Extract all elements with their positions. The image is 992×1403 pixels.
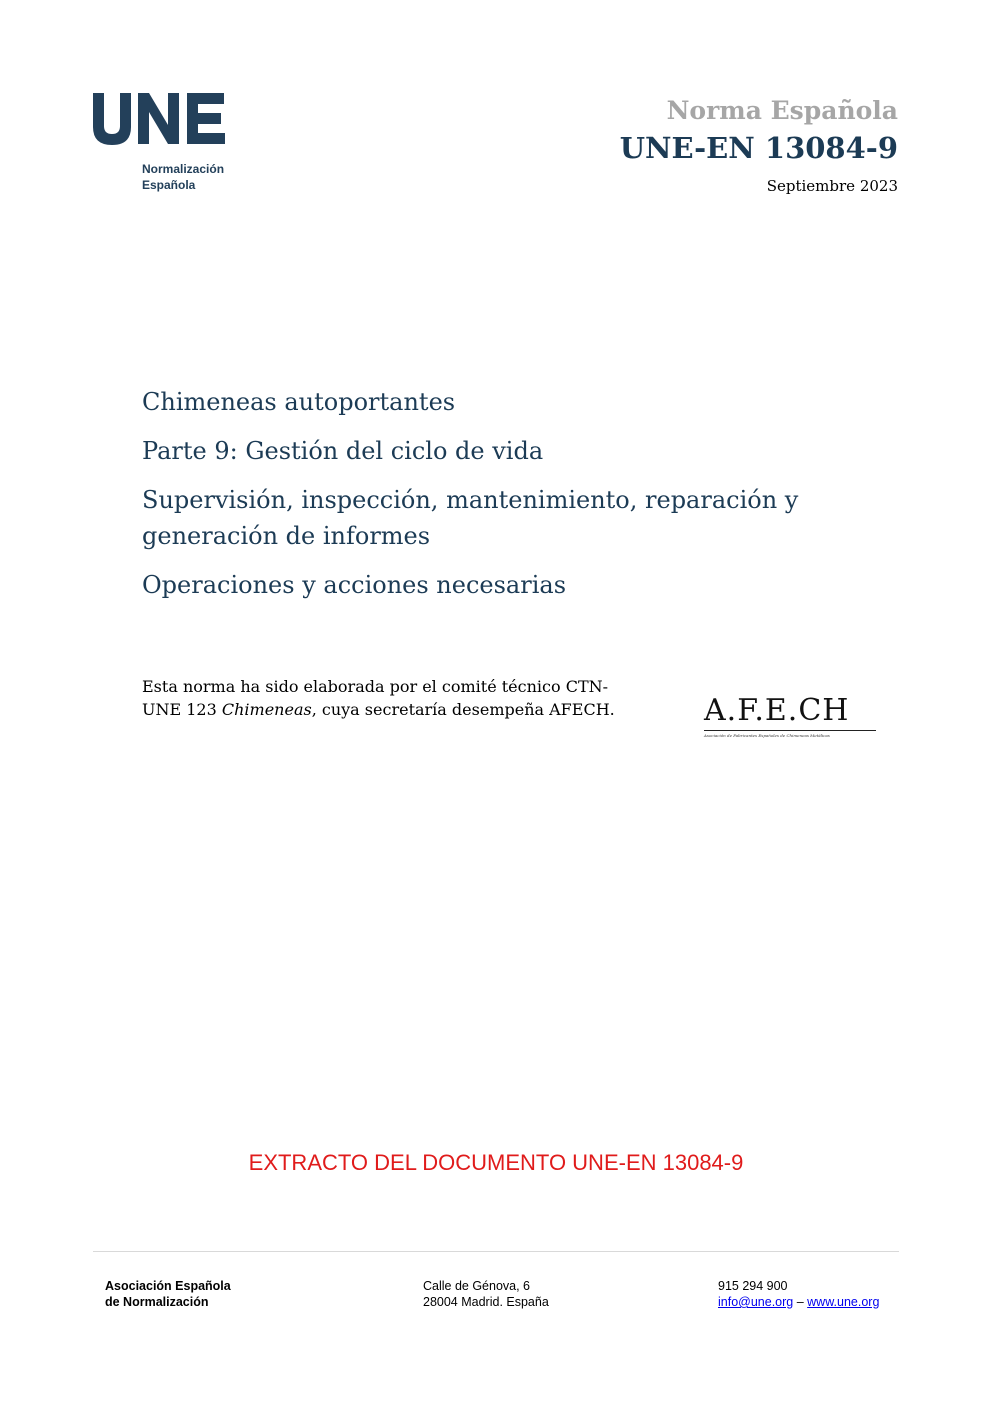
footer-separator: – bbox=[793, 1295, 808, 1309]
email-link[interactable]: info@une.org bbox=[718, 1295, 794, 1309]
document-titles bbox=[142, 384, 872, 616]
committee-name: Chimeneas bbox=[221, 700, 312, 719]
footer-phone: 915 294 900 bbox=[718, 1279, 788, 1293]
footer-contact bbox=[718, 1278, 879, 1310]
footer-address bbox=[423, 1278, 549, 1310]
website-link[interactable]: www.une.org bbox=[807, 1295, 880, 1309]
logo-subtitle bbox=[142, 161, 224, 193]
title-line: Operaciones y acciones necesarias bbox=[142, 571, 567, 599]
footer-org-line: de Normalización bbox=[105, 1295, 209, 1309]
title-line: Chimeneas autoportantes bbox=[142, 388, 456, 416]
logo-sub-line: Española bbox=[142, 178, 196, 192]
committee-text: Esta norma ha sido elaborada por el comité técnico CTN-UNE 123 bbox=[142, 677, 609, 719]
extract-notice: EXTRACTO DEL DOCUMENTO UNE-EN 13084-9 bbox=[248, 1150, 744, 1175]
footer-divider bbox=[93, 1251, 899, 1252]
afech-divider bbox=[704, 730, 876, 731]
afech-logo bbox=[704, 694, 879, 738]
afech-subtitle: Asociación de Fabricantes Españoles de Chimeneas Metálicas bbox=[704, 733, 830, 738]
committee-text: , cuya secretaría desempeña AFECH. bbox=[311, 700, 615, 719]
norma-code: UNE-EN 13084-9 bbox=[619, 131, 898, 165]
afech-title: A.F.E.CH bbox=[704, 693, 850, 728]
logo-sub-line: Normalización bbox=[142, 162, 225, 176]
footer-organization bbox=[105, 1278, 231, 1310]
footer-org-line: Asociación Española bbox=[105, 1279, 231, 1293]
committee-note bbox=[142, 675, 622, 721]
publication-date: Septiembre 2023 bbox=[766, 177, 898, 195]
title-line: Parte 9: Gestión del ciclo de vida bbox=[142, 437, 544, 465]
footer-address-line: Calle de Génova, 6 bbox=[423, 1279, 531, 1293]
footer-address-line: 28004 Madrid. España bbox=[423, 1295, 549, 1309]
title-line: Supervisión, inspección, mantenimiento, reparación y generación de informes bbox=[142, 486, 799, 550]
norma-label: Norma Española bbox=[666, 96, 898, 125]
